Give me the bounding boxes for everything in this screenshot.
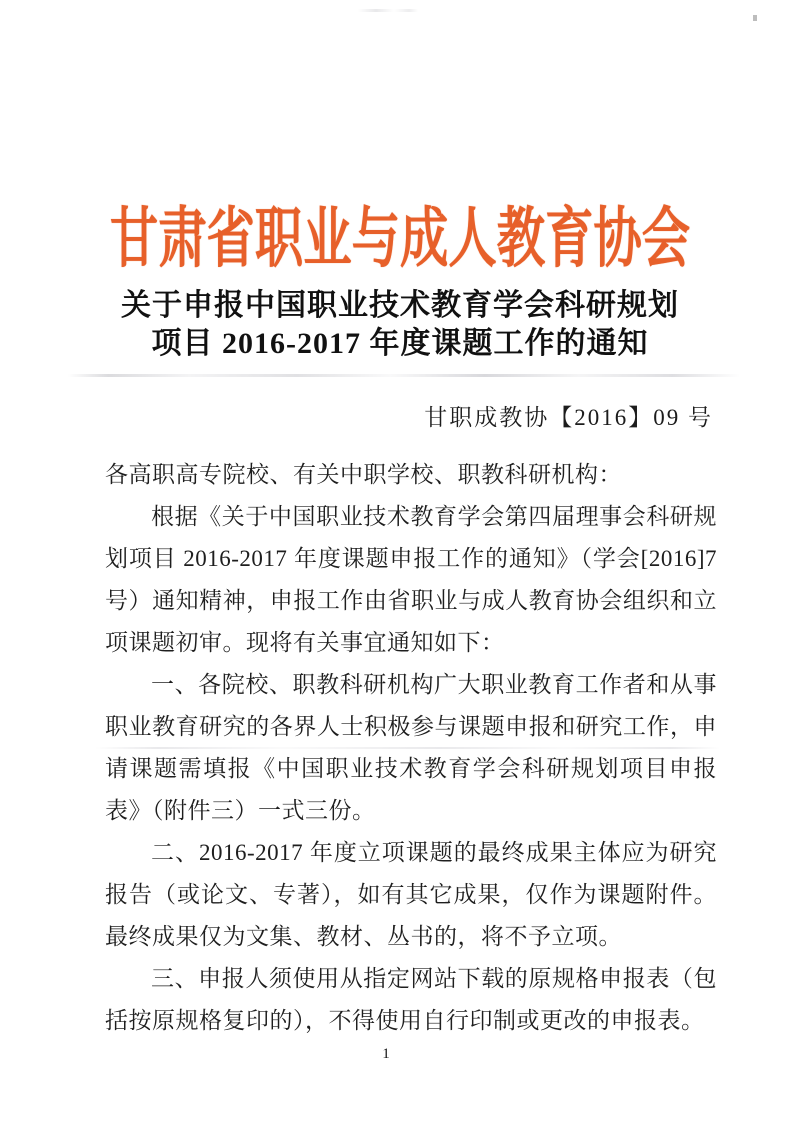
notice-title-line2: 项目 2016-2017 年度课题工作的通知 <box>151 327 649 360</box>
body-line: 最终成果仅为文集、教材、丛书的，将不予立项。 <box>105 924 622 949</box>
notice-title-line1: 关于申报中国职业技术教育学会科研规划 <box>121 289 679 322</box>
scan-streak <box>68 374 740 377</box>
body-line: 请课题需填报《中国职业技术教育学会科研规划项目申报 <box>105 756 717 781</box>
body-line: 表》（附件三）一式三份。 <box>105 798 376 823</box>
association-masthead-title: 甘肃省职业与成人教育协会 <box>109 203 691 276</box>
body-line-item-1: 一、各院校、职教科研机构广大职业教育工作者和从事 <box>151 672 717 697</box>
body-line: 括按原规格复印的），不得使用自行印制或更改的申报表。 <box>105 1008 705 1033</box>
body-line: 划项目 2016-2017 年度课题申报工作的通知》（学会[2016]7 <box>105 546 717 571</box>
page-number: 1 <box>382 1046 390 1062</box>
scan-smudge <box>358 9 418 12</box>
scan-speck <box>753 15 757 21</box>
notice-title <box>0 287 800 363</box>
document-number: 甘职成教协【2016】09 号 <box>424 405 713 430</box>
scan-streak <box>95 747 720 749</box>
body-line: 项课题初审。现将有关事宜通知如下： <box>105 630 505 655</box>
salutation-line: 各高职高专院校、有关中职学校、职教科研机构： <box>105 462 622 487</box>
body-line: 职业教育研究的各界人士积极参与课题申报和研究工作，申 <box>105 714 717 739</box>
body-line-item-2: 二、2016-2017 年度立项课题的最终成果主体应为研究 <box>151 840 717 865</box>
body-line: 报告（或论文、专著），如有其它成果，仅作为课题附件。 <box>105 882 717 907</box>
masthead <box>0 186 800 275</box>
body-line-item-3: 三、申报人须使用从指定网站下载的原规格申报表（包 <box>151 966 717 991</box>
body-line: 号）通知精神，申报工作由省职业与成人教育协会组织和立 <box>105 588 717 613</box>
body-line: 根据《关于中国职业技术教育学会第四届理事会科研规 <box>151 504 717 529</box>
